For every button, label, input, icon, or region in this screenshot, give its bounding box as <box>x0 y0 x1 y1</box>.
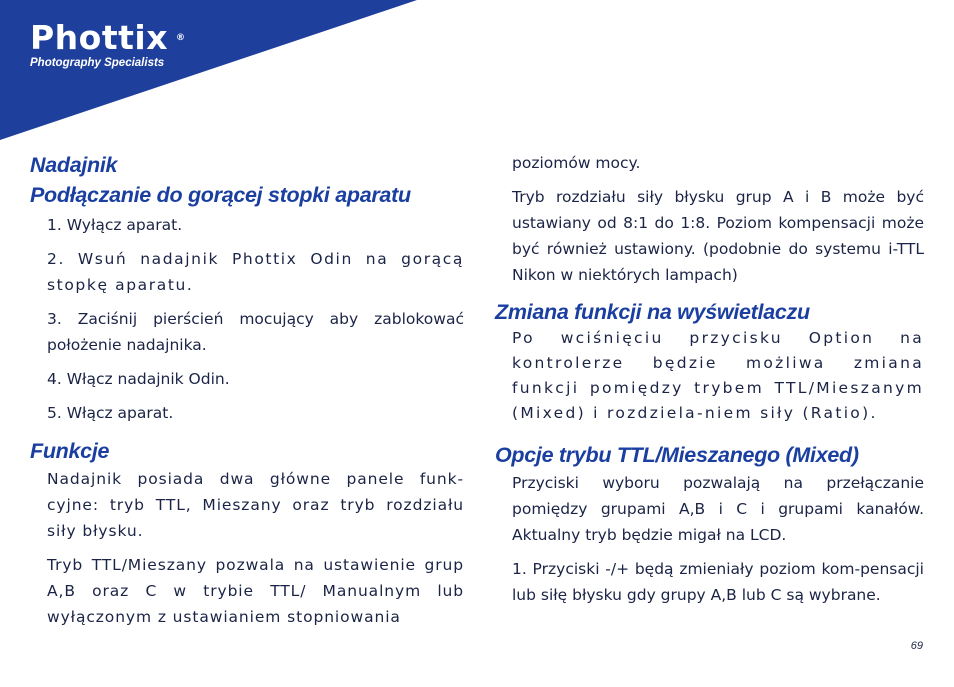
heading-hot-shoe: Podłączanie do gorącej stopki aparatu <box>30 183 411 207</box>
step-5: 5. Włącz aparat. <box>47 404 174 422</box>
phottix-logo <box>30 18 186 69</box>
mixed-paragraph-2: 1. Przyciski -/+ będą zmieniały poziom kom-pensacji lub siłę błysku gdy grupy A,B lub C są wybrane. <box>512 560 924 604</box>
heading-funkcje: Funkcje <box>30 439 110 463</box>
registered-mark: ® <box>176 33 186 43</box>
right-column <box>495 150 924 608</box>
funkcje-paragraph-1: Nadajnik posiada dwa główne panele funk-cyjne: tryb TTL, Mieszany oraz tryb rozdziału siły błysku. <box>47 470 464 540</box>
ratio-paragraph: Tryb rozdziału siły błysku grup A i B może być ustawiany od 8:1 do 1:8. Poziom kompensacji może być również ustawiony. (podobnie do systemu i-TTL Nikon w niektórych lampach) <box>512 188 924 284</box>
continued-paragraph: poziomów mocy. <box>512 154 641 172</box>
display-change-paragraph: Po wciśnięciu przycisku Option na kontrolerze będzie możliwa zmiana funkcji pomiędzy trybem TTL/Mieszanym (Mixed) i rozdziela-niem siły (Ratio). <box>512 329 924 422</box>
funkcje-paragraph-2: Tryb TTL/Mieszany pozwala na ustawienie grup A,B oraz C w trybie TTL/ Manualnym lub wyłączonym z ustawianiem stopniowania <box>47 556 464 626</box>
page-number: 69 <box>910 640 923 652</box>
step-4: 4. Włącz nadajnik Odin. <box>47 370 230 388</box>
step-2: 2. Wsuń nadajnik Phottix Odin na gorącą stopkę aparatu. <box>47 250 464 294</box>
logo-tagline: Photography Specialists <box>30 57 165 69</box>
heading-mixed-options: Opcje trybu TTL/Mieszanego (Mixed) <box>495 443 859 467</box>
heading-display-change: Zmiana funkcji na wyświetlaczu <box>495 300 810 324</box>
heading-nadajnik: Nadajnik <box>30 153 118 177</box>
mixed-paragraph-1: Przyciski wyboru pozwalają na przełączanie pomiędzy grupami A,B i C i grupami kanałów. Aktualny tryb będzie migał na LCD. <box>512 474 924 544</box>
left-column <box>30 150 464 630</box>
logo-wordmark: Phottix <box>30 18 168 57</box>
step-1: 1. Wyłącz aparat. <box>47 216 183 234</box>
step-3: 3. Zaciśnij pierścień mocujący aby zablokować położenie nadajnika. <box>47 310 464 354</box>
